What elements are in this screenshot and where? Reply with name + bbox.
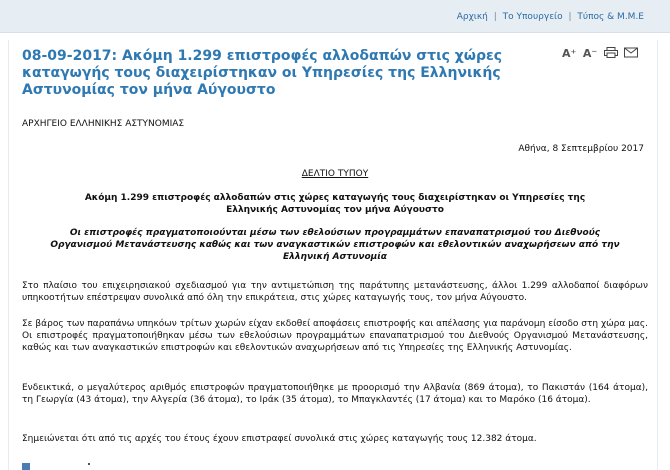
nav-press-link[interactable]: Τύπος & Μ.Μ.Ε [577,12,644,22]
article-paragraph: Στο πλαίσιο του επιχειρησιακού σχεδιασμού για την αντιμετώπιση της παράτυπης μετανάστευσης, άλλοι 1.299 αλλοδαποί διαφόρων υπηκοοτήτων επέστρεψαν συνολικά από όλη την επικράτεια, στις χώρες καταγωγής τους, τον μήνα Αύγουστο. [22,281,648,303]
press-release-headline: Ακόμη 1.299 επιστροφές αλλοδαπών στις χώρες καταγωγής τους διαχειρίστηκαν οι Υπηρεσίες της Ελληνικής Αστυνομίας τον μήνα Αύγουστο [84,193,586,215]
nav-separator: | [568,12,572,22]
dateline: Αθήνα, 8 Σεπτεμβρίου 2017 [518,144,644,154]
issuing-agency: ΑΡΧΗΓΕΙΟ ΕΛΛΗΝΙΚΗΣ ΑΣΤΥΝΟΜΙΑΣ [22,119,185,129]
article-tools [562,47,642,65]
nav-ministry-link[interactable]: Το Υπουργείο [502,12,563,22]
article-title: 08-09-2017: Ακόμη 1.299 επιστροφές αλλοδαπών στις χώρες καταγωγής τους διαχειρίστηκαν οι Υπηρεσίες της Ελληνικής Αστυνομίας τον μήνα Αύγουστο [22,48,503,98]
article-paragraph: Σε βάρος των παραπάνω υπηκόων τρίτων χωρών είχαν εκδοθεί αποφάσεις επιστροφής και απέλασης για παράνομη είσοδο στη χώρα μας. Οι επιστροφές πραγματοποιήθηκαν μέσω των εθελούσιων προγραμμάτων επαναπατρισμού του Διεθνούς Οργανισμού Μετανάστευσης, καθώς και των αναγκαστικών επιστροφών και εθελοντικών αναχωρήσεων από τις Υπηρεσίες της Ελληνικής Αστυνομίας. [22,319,648,353]
printer-icon[interactable] [604,47,618,58]
nav-separator: | [493,12,497,22]
decorative-dot [88,463,90,465]
press-release-label: ΔΕΛΤΙΟ ΤΥΠΟΥ [301,169,369,179]
font-decrease-button[interactable]: A⁻ [582,47,598,60]
share-icon[interactable] [22,463,30,470]
article-paragraph: Ενδεικτικά, ο μεγαλύτερος αριθμός επιστροφών πραγματοποιήθηκε με προορισμό την Αλβανία (869 άτομα), το Πακιστάν (164 άτομα), τη Γεωργία (43 άτομα), την Αλγερία (36 άτομα), το Ιράκ (35 άτομα), το Μπαγκλαντές (17 άτομα) και το Μαρόκο (16 άτομα). [22,383,648,405]
press-release-subheadline: Οι επιστροφές πραγματοποιούνται μέσω των εθελούσιων προγραμμάτων επαναπατρισμού του Διεθνούς Οργανισμού Μετανάστευσης καθώς και των αναγκαστικών επιστροφών και εθελοντικών αναχωρήσεων από την Ελληνική Αστυνομία [50,228,620,262]
font-increase-button[interactable]: A⁺ [562,47,577,60]
top-navigation [457,12,644,22]
nav-home-link[interactable]: Αρχική [456,12,488,22]
article-paragraph: Σημειώνεται ότι από τις αρχές του έτους έχουν επιστραφεί συνολικά στις χώρες καταγωγής τους 12.382 άτομα. [22,434,537,444]
envelope-icon[interactable] [624,47,638,58]
